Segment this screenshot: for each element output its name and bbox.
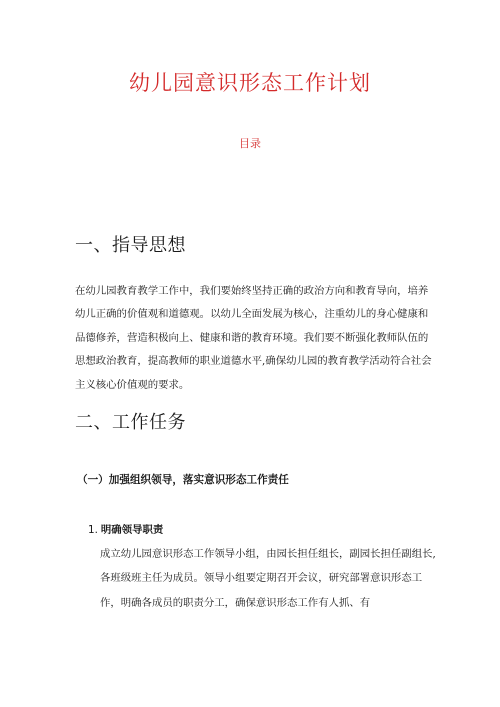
section-1-heading: 一、指导思想 <box>75 235 186 256</box>
item-1-paragraph: 成立幼儿园意识形态工作领导小组，由园长担任组长，副园长担任副组长,各班级班主任为成员。领导小组要定期召开会议，研究部署意识形态工作，明确各成员的职责分工，确保意识形态工作有人抓、有 <box>100 548 436 609</box>
item-1-heading <box>88 522 163 538</box>
table-of-contents-label[interactable]: 目录 <box>239 137 261 150</box>
item-1-number: 1. <box>88 524 98 536</box>
item-1-title: 明确领导职责 <box>100 524 164 536</box>
subsection-1-heading: （一）加强组织领导，落实意识形态工作责任 <box>77 474 289 486</box>
section-1-paragraph: 在幼儿园教育教学工作中，我们要始终坚持正确的政治方向和教育导向，培养幼儿正确的价值观和道德观。以幼儿全面发展为核心，注重幼儿的身心健康和品德修养，营造积极向上、健康和谐的教育环境。我们要不断强化教师队伍的思想政治教育，提高教师的职业道德水平,确保幼儿园的教育教学活动符合社会主义核心价值观的要求。 <box>75 285 432 391</box>
document-title: 幼儿园意识形态工作计划 <box>129 71 371 95</box>
section-2-heading: 二、工作任务 <box>75 412 186 433</box>
